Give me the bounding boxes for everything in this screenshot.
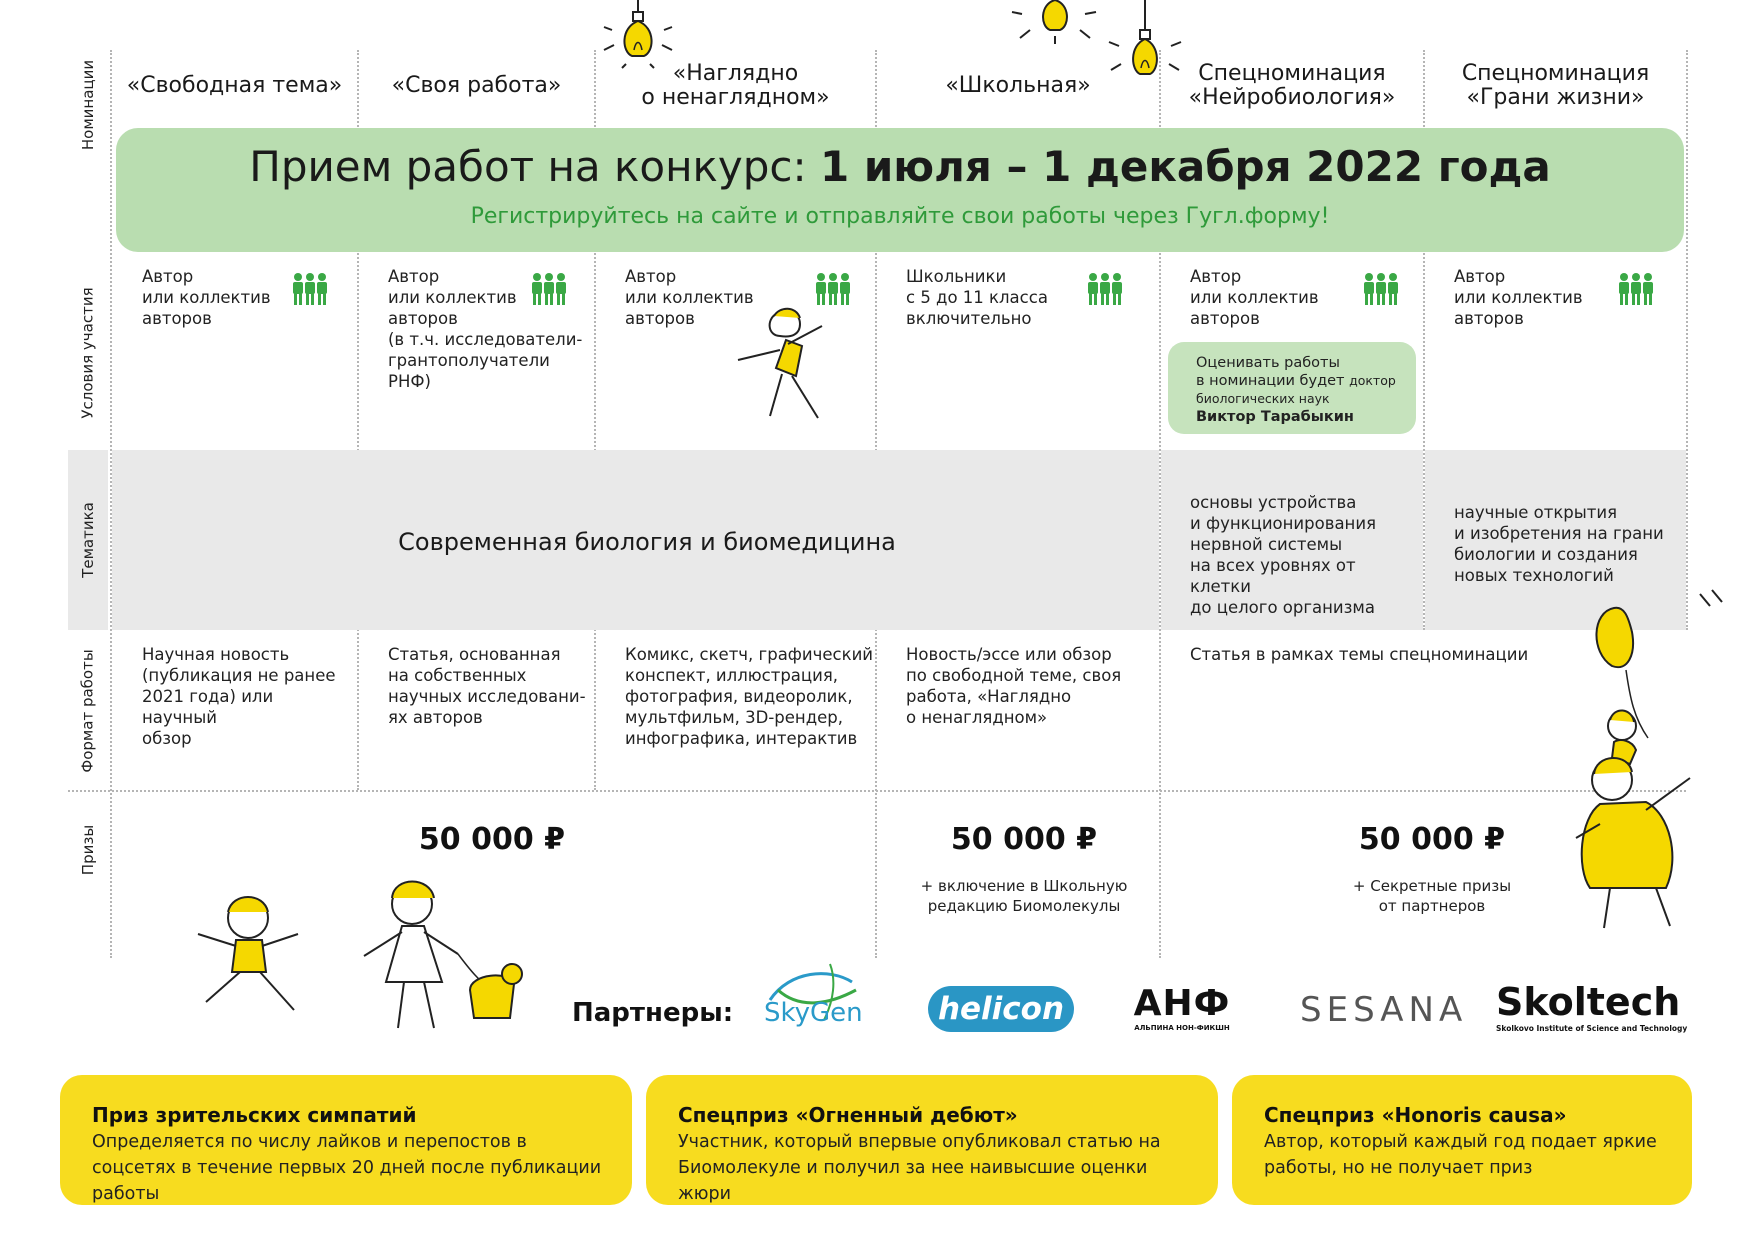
format-cell: Статья, основанная на собственных научных исследовани- ях авторов [388,645,586,727]
banner-title-dates: 1 июля – 1 декабря 2022 года [820,142,1551,191]
skygen-wordmark: SkyGen [764,998,863,1028]
row-label-prizes [68,795,108,905]
deadline-banner [116,128,1684,252]
alpina-mark: АНФ [1133,983,1231,1024]
honoris-causa-card [1232,1075,1692,1205]
nomination-neurobiology: Спецноминация «Нейробиология» [1188,61,1396,110]
group-of-people-icon [1087,272,1123,306]
skoltech-caption: Skolkovo Institute of Science and Technology [1496,1024,1688,1033]
jury-line: Оценивать работы [1196,355,1340,371]
banner-subtitle: Регистрируйтесь на сайте и отправляйте свои работы через Гугл.форму! [470,204,1330,229]
row-label-text: Номинации [79,59,98,151]
card-text: Участник, который впервые опубликовал статью на Биомолекуле и получил за нее наивысшие оценки жюри [678,1132,1161,1204]
helicon-logo [928,986,1074,1032]
row-label-text: Призы [79,824,97,876]
nomination-free-topic: «Свободная тема» [126,73,343,98]
topic-neuro: основы устройства и функционирования нервной системы на всех уровнях от клетки до целого организма [1190,493,1376,617]
group-of-people-icon [292,272,328,306]
audience-award-card [60,1075,632,1205]
card-text: Автор, который каждый год подает яркие работы, но не получает приз [1264,1132,1657,1178]
sesana-logo: SESANA [1300,990,1468,1030]
alpina-logo [1128,984,1248,1034]
jury-line-main: в номинации будет [1196,373,1345,389]
jury-line-small: доктор [1349,373,1396,388]
nomination-visual: «Наглядно о ненаглядном» [641,61,830,110]
jumping-girl-illustration [730,306,850,436]
row-label-topics [68,450,108,630]
prize-note: + Секретные призы от партнеров [1352,877,1512,915]
nomination-school: «Школьная» [945,73,1091,98]
group-of-people-icon [1618,272,1654,306]
skoltech-logo [1496,980,1696,1040]
family-with-balloon-illustration [1570,588,1750,938]
card-title: Спецприз «Огненный дебют» [678,1103,1018,1127]
format-cell: Статья в рамках темы спецноминации [1190,645,1529,664]
prize-amount: 50 000 ₽ [950,822,1098,857]
format-cell: Новость/эссе или обзор по свободной теме, своя работа, «Наглядно о ненаглядном» [906,645,1122,727]
condition-cell: Автор или коллектив авторов [1454,267,1583,328]
prize-amount: 50 000 ₽ [418,822,566,857]
fiery-debut-card [646,1075,1218,1205]
jury-line [1196,372,1396,390]
partners-label: Партнеры: [572,998,734,1028]
running-kid-illustration [186,890,316,1020]
grid-divider [1686,50,1688,630]
format-cell: Комикс, скетч, графический конспект, иллюстрация, фотография, видеоролик, мультфильм, 3D-рендер, инфографика, интерактив [625,645,874,748]
group-of-people-icon [531,272,567,306]
card-title: Приз зрительских симпатий [92,1103,417,1127]
skygen-logo [760,960,870,1030]
condition-cell: Автор или коллектив авторов [142,267,271,328]
format-cell: Научная новость (публикация не ранее 2021 года) или научный обзор [142,645,336,748]
row-label-text: Условия участия [79,287,98,419]
row-label-conditions [68,258,108,448]
topic-common: Современная биология и биомедицина [398,528,896,556]
prize-note: + включение в Школьную редакцию Биомолекулы [920,877,1128,915]
banner-title-prefix: Прием работ на конкурс: [249,142,821,191]
jury-note-text [1196,354,1396,426]
row-label-nominations [68,50,108,160]
jury-name: Виктор Тарабыкин [1196,409,1354,425]
row-label-text: Формат работы [79,649,98,773]
jury-line: биологических наук [1196,391,1330,406]
nomination-edges-of-life: Спецноминация «Грани жизни» [1461,61,1650,110]
row-label-format [68,632,108,790]
jury-note [1168,342,1416,434]
banner-title [116,142,1684,191]
lightbulb-icon [1010,0,1100,45]
condition-cell: Автор или коллектив авторов [625,267,754,328]
topic-life: научные открытия и изобретения на грани биологии и создания новых технологий [1454,503,1664,585]
condition-cell: Школьники с 5 до 11 класса включительно [906,267,1048,328]
group-of-people-icon [1363,272,1399,306]
grid-divider [68,790,1686,792]
skoltech-wordmark: Skoltech [1496,980,1681,1024]
nomination-own-work: «Своя работа» [391,73,562,98]
card-text: Определяется по числу лайков и перепостов в соцсетях в течение первых 20 дней после публикации работы [92,1132,602,1204]
group-of-people-icon [815,272,851,306]
row-label-text: Тематика [79,502,98,578]
condition-cell: Автор или коллектив авторов (в т.ч. исследователи- грантополучатели РНФ) [388,267,583,391]
alpina-caption: АЛЬПИНА НОН-ФИКШН [1134,1024,1230,1032]
prize-amount: 50 000 ₽ [1358,822,1506,857]
card-title: Спецприз «Honoris causa» [1264,1103,1567,1127]
girl-with-dog-illustration [350,870,530,1035]
condition-cell: Автор или коллектив авторов [1190,267,1319,328]
helicon-wordmark: helicon [937,991,1065,1027]
